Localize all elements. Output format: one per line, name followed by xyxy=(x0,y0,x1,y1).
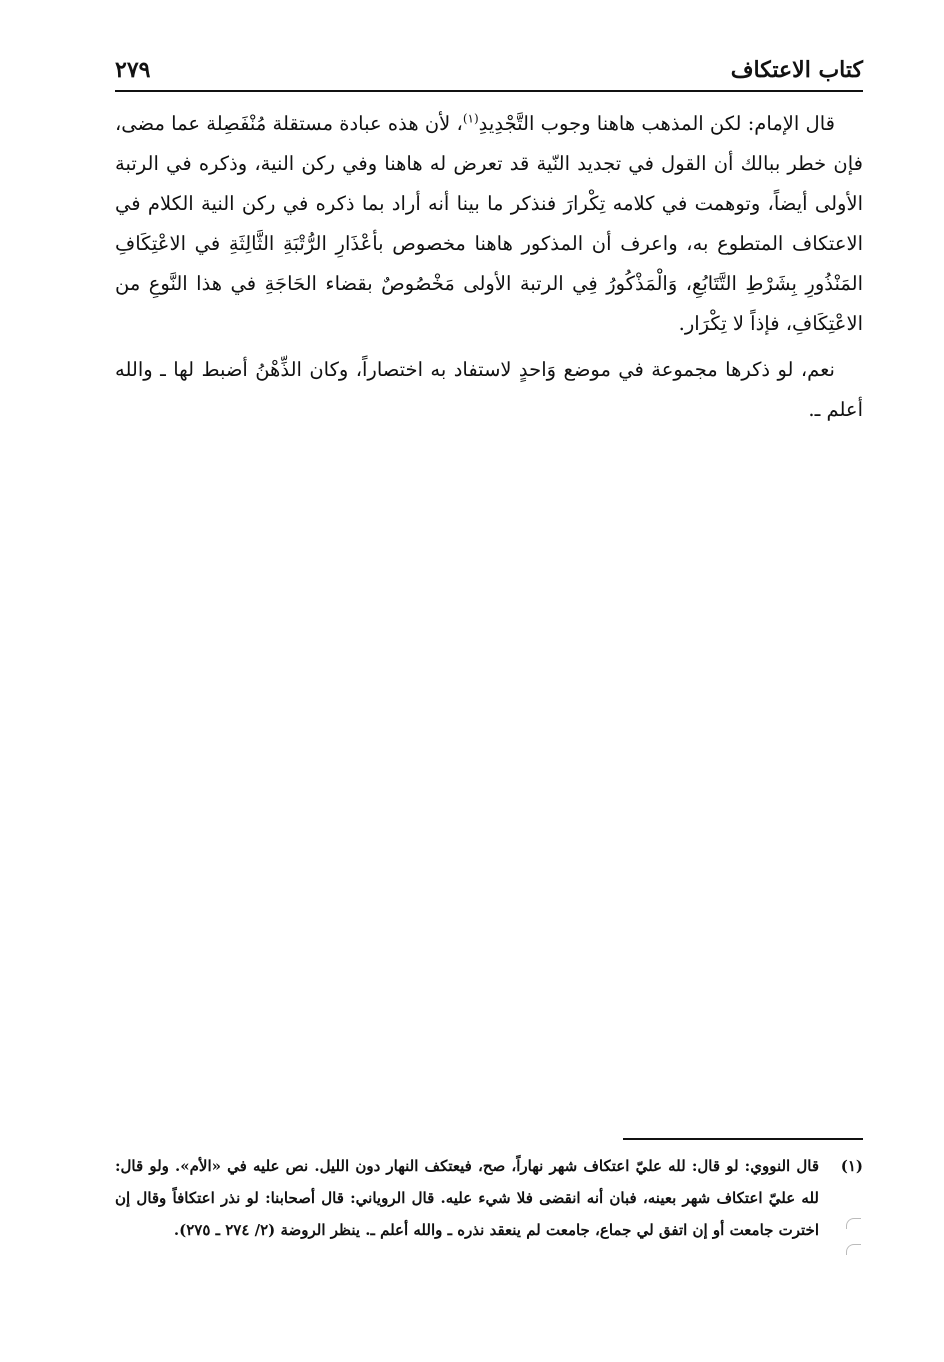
page-number: ٢٧٩ xyxy=(115,57,151,83)
page-header xyxy=(115,50,863,92)
footnote-divider xyxy=(623,1138,863,1140)
footnote-1 xyxy=(115,1150,863,1246)
footnote-number: (١) xyxy=(840,1157,863,1175)
main-text xyxy=(115,104,863,430)
footnote-reference: (١) xyxy=(462,111,479,126)
paragraph-1-start: قال الإمام: لكن المذهب هاهنا وجوب التَّجْدِيدِ xyxy=(478,112,835,135)
paragraph-1 xyxy=(115,104,863,344)
running-title: كتاب الاعتكاف xyxy=(730,57,863,83)
paragraph-2: نعم، لو ذكرها مجموعة في موضع وَاحدٍ لاستفاد به اختصاراً، وكان الذِّهْنُ أضبط لها ـ والله أعلم ـ. xyxy=(115,358,863,421)
paragraph-1-rest: ، لأن هذه عبادة مستقلة مُنْفَصِلة عما مضى، فإن خطر ببالك أن القول في تجديد النّية قد تعرض له هاهنا وفي ركن النية، وذكره في الرتبة الأولى أيضاً، وتوهمت في كلامه تِكْرارَ فنذكر ما بينا أنه أراد بما ذكره في ركن النية الكلام في الاعتكاف المتطوع به، واعرف أن المذكور هاهنا مخصوص بأعْذَارِ الرُّتْبَةِ الثَّالِثَةِ في الاعْتِكَافِ المَنْذُورِ بِشَرْطِ التَّتَابُعِ، وَالْمَذْكُورُ فِي الرتبة الأولى مَخْصُوصٌ بقضاء الحَاجَةِ في هذا النَّوعِ من الاعْتِكَافِ، فإذاً لا تِكْرَار. xyxy=(115,112,863,335)
footnotes xyxy=(115,1150,863,1246)
margin-mark xyxy=(846,1244,861,1255)
margin-mark xyxy=(846,1218,861,1229)
footnote-text: قال النووي: لو قال: لله عليّ اعتكاف شهر نهاراً، صح، فيعتكف النهار دون الليل. نص عليه في «الأم». ولو قال: لله عليّ اعتكاف شهر بعينه، فبان أنه انقضى فلا شيء عليه. قال الروياني: قال أصحابنا: لو نذر اعتكافاً وقال إن اخترت جامعت أو إن اتفق لي جماع، جامعت لم ينعقد نذره ـ والله أعلم ـ. ينظر الروضة (٢/ ٢٧٤ ـ ٢٧٥). xyxy=(115,1157,819,1239)
